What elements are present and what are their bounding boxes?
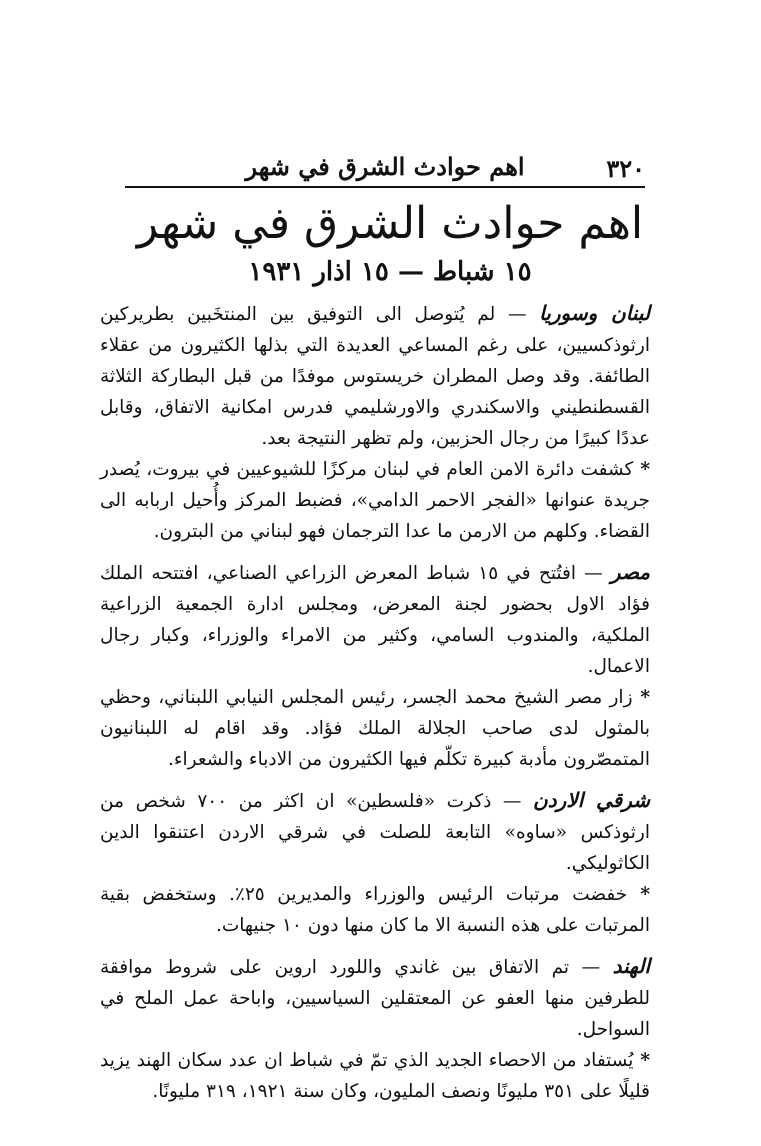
article-title: اهم حوادث الشرق في شهر [136, 198, 644, 249]
section-lead [100, 785, 650, 879]
section-lead [100, 557, 650, 682]
section-lead [100, 298, 650, 454]
country-heading: شرقي الاردن [533, 788, 650, 812]
news-item [100, 1045, 650, 1107]
date-range: ١٥ شباط — ١٥ اذار ١٩٣١ [248, 257, 532, 287]
section-egypt [100, 557, 650, 775]
country-heading: لبنان وسوريا [539, 301, 650, 325]
news-item [100, 454, 650, 547]
asterisk-icon: * [633, 459, 650, 480]
country-heading: الهند [612, 954, 650, 978]
section-lead-text: — لم يُتوصل الى التوفيق بين المنتخَبين بطريركين ارثوذكسيين، على رغم المساعي العديدة التي بذلها الكثيرون من عقلاء الطائفة. وقد وصل المطران خريستوس موفدًا من قبل البطاركة الثلاثة القسطنطيني والاسكندري والاورشليمي فدرس امكانية الاتفاق، وقابل عددًا كبيرًا من رجال الحزبين، ولم تظهر النتيجة بعد. [100, 304, 650, 449]
section-lead-text: — افتُتح في ١٥ شباط المعرض الزراعي الصناعي، افتتحه الملك فؤاد الاول بحضور لجنة المعرض، ومجلس ادارة الجمعية الزراعية الملكية، والمندوب السامي، وكثير من الامراء والوزراء، وكبار رجال الاعمال. [100, 563, 650, 677]
news-item-text: يُستفاد من الاحصاء الجديد الذي تمّ في شباط ان عدد سكان الهند يزيد قليلًا على ٣٥١ مليونًا ونصف المليون، وكان سنة ١٩٢١، ٣١٩ مليونًا. [100, 1050, 650, 1102]
page-number: ٣٢٠ [606, 154, 645, 183]
news-item [100, 682, 650, 775]
news-item-text: خفضت مرتبات الرئيس والوزراء والمديرين ٢٥٪. وستخفض بقية المرتبات على هذه النسبة الا ما كان منها دون ١٠ جنيهات. [100, 884, 650, 936]
section-transjordan [100, 785, 650, 941]
news-item-text: زار مصر الشيخ محمد الجسر، رئيس المجلس النيابي اللبناني، وحظي بالمثول لدى صاحب الجلالة الملك فؤاد. وقد اقام له اللبنانيون المتمصّرون مأدبة كبيرة تكلّم فيها الكثيرون من الادباء والشعراء. [100, 687, 650, 770]
asterisk-icon: * [632, 687, 650, 708]
asterisk-icon: * [633, 1050, 650, 1071]
section-lebanon-syria [100, 298, 650, 547]
news-item-text: كشفت دائرة الامن العام في لبنان مركزًا للشيوعيين في بيروت، يُصدر جريدة عنوانها «الفجر الاحمر الدامي»، فضبط المركز وأُحيل اربابه الى القضاء. وكلهم من الارمن ما عدا الترجمان فهو لبناني من البترون. [100, 459, 650, 542]
section-india [100, 951, 650, 1107]
running-title: اهم حوادث الشرق في شهر [245, 152, 525, 181]
section-lead [100, 951, 650, 1045]
section-lead-text: — ذكرت «فلسطين» ان اكثر من ٧٠٠ شخص من ارثوذكس «ساوه» التابعة للصلت في شرقي الاردن اعتنقوا الدين الكاثوليكي. [100, 791, 650, 874]
news-item [100, 879, 650, 941]
running-header [125, 150, 645, 188]
article-body [100, 298, 650, 1117]
section-lead-text: — تم الاتفاق بين غاندي واللورد اروين على شروط موافقة للطرفين منها العفو عن المعتقلين السياسيين، واباحة عمل الملح في السواحل. [100, 957, 650, 1040]
country-heading: مصر [610, 560, 650, 584]
asterisk-icon: * [627, 884, 650, 905]
